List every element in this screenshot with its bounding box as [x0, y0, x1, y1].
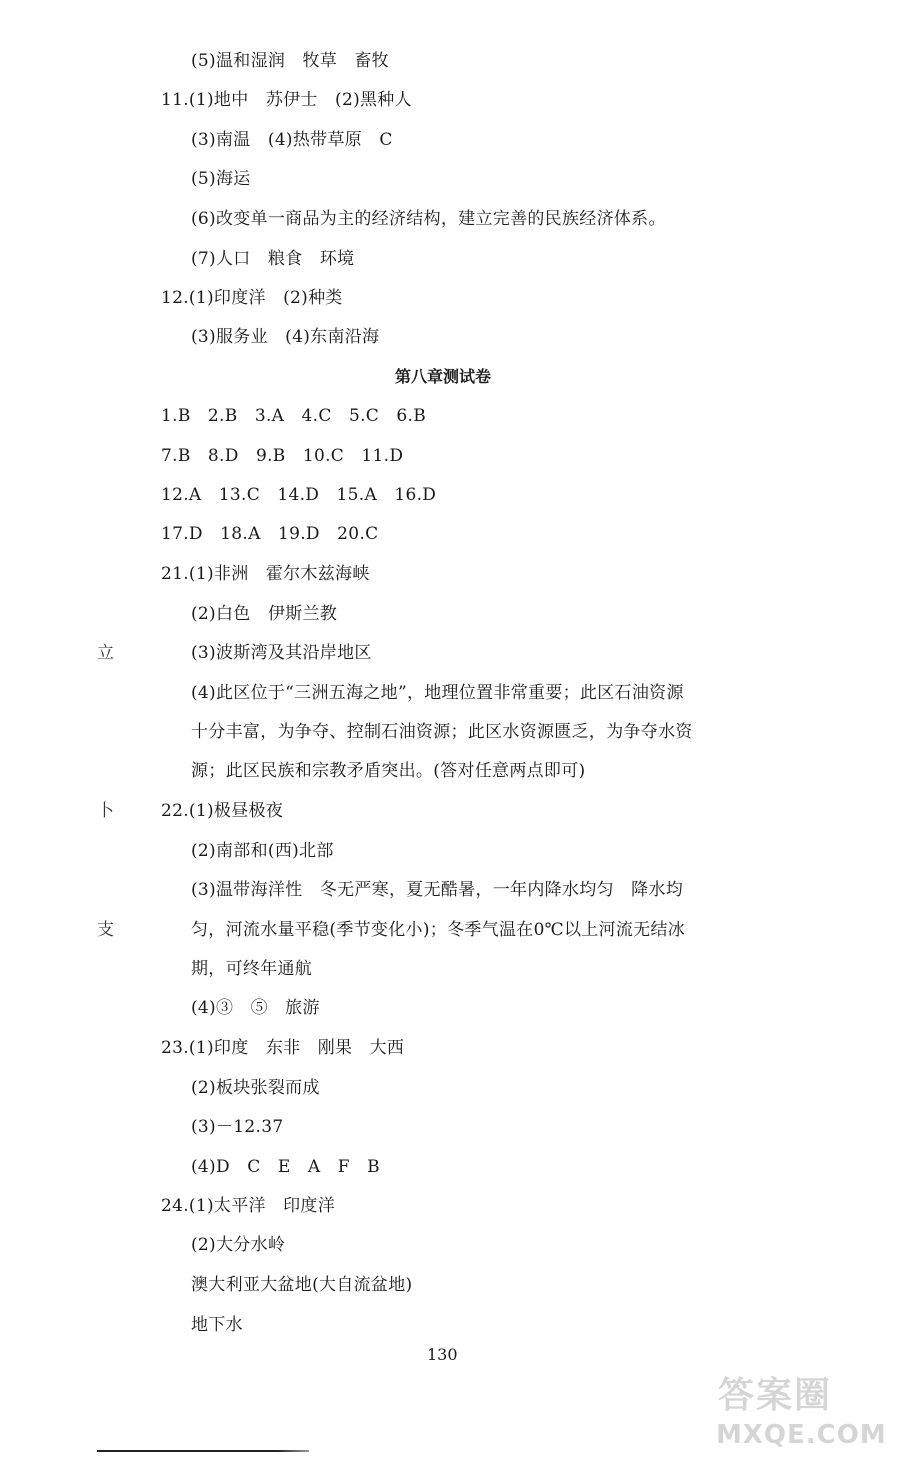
answer-line: 23.(1)印度 东非 刚果 大西	[161, 1038, 405, 1058]
answer-line: 源；此区民族和宗教矛盾突出。(答对任意两点即可)	[191, 761, 586, 781]
margin-char: 支	[97, 920, 114, 940]
answer-line: (6)改变单一商品为主的经济结构，建立完善的民族经济体系。	[191, 209, 666, 229]
answer-line: (3)波斯湾及其沿岸地区	[191, 643, 372, 663]
answer-line: (2)板块张裂而成	[191, 1078, 320, 1098]
answer-line: 12.(1)印度洋 (2)种类	[161, 288, 343, 308]
answer-line: (3)南温 (4)热带草原 C	[191, 130, 393, 150]
answer-line: 匀，河流水量平稳(季节变化小)；冬季气温在0℃以上河流无结冰	[191, 920, 686, 940]
margin-char: 立	[97, 643, 114, 663]
margin-char: 卜	[97, 801, 114, 821]
answer-line: (5)海运	[191, 169, 251, 189]
answer-line: 12.A 13.C 14.D 15.A 16.D	[161, 485, 437, 505]
answer-line: 1.B 2.B 3.A 4.C 5.C 6.B	[161, 406, 426, 426]
answer-line: 17.D 18.A 19.D 20.C	[161, 524, 379, 544]
answer-line: (4)此区位于“三洲五海之地”，地理位置非常重要；此区石油资源	[191, 683, 684, 703]
answer-line: 24.(1)太平洋 印度洋	[161, 1196, 336, 1216]
answer-line: 十分丰富，为争夺、控制石油资源；此区水资源匮乏，为争夺水资	[191, 722, 693, 742]
footer-rule	[97, 1450, 309, 1452]
answer-line: (2)白色 伊斯兰教	[191, 604, 338, 624]
answer-line: 11.(1)地中 苏伊士 (2)黑种人	[161, 90, 412, 110]
answer-line: (2)南部和(西)北部	[191, 841, 334, 861]
answer-line: (4)③ ⑤ 旅游	[191, 998, 320, 1018]
answer-line: (7)人口 粮食 环境	[191, 249, 355, 269]
answer-line: 澳大利亚大盆地(大自流盆地)	[191, 1275, 413, 1295]
answer-line: 期，可终年通航	[191, 959, 313, 979]
section-heading: 第八章测试卷	[395, 367, 492, 386]
answer-line: 22.(1)极昼极夜	[161, 801, 284, 821]
watermark-logo	[698, 1376, 888, 1456]
answer-line: (4)D C E A F B	[191, 1157, 380, 1177]
answer-line: 21.(1)非洲 霍尔木兹海峡	[161, 564, 370, 584]
answer-line: (3)温带海洋性 冬无严寒，夏无酷暑，一年内降水均匀 降水均	[191, 880, 684, 900]
page-number: 130	[427, 1345, 458, 1364]
answer-line: 地下水	[191, 1315, 243, 1335]
answer-line: (3)－12.37	[191, 1117, 284, 1137]
answer-line: (3)服务业 (4)东南沿海	[191, 327, 380, 347]
answer-line: (5)温和湿润 牧草 畜牧	[191, 51, 389, 71]
watermark-title: 答案圈	[718, 1375, 833, 1416]
answer-line: 7.B 8.D 9.B 10.C 11.D	[161, 446, 404, 466]
answer-line: (2)大分水岭	[191, 1235, 286, 1255]
watermark-domain: MXQE.COM	[716, 1420, 887, 1450]
